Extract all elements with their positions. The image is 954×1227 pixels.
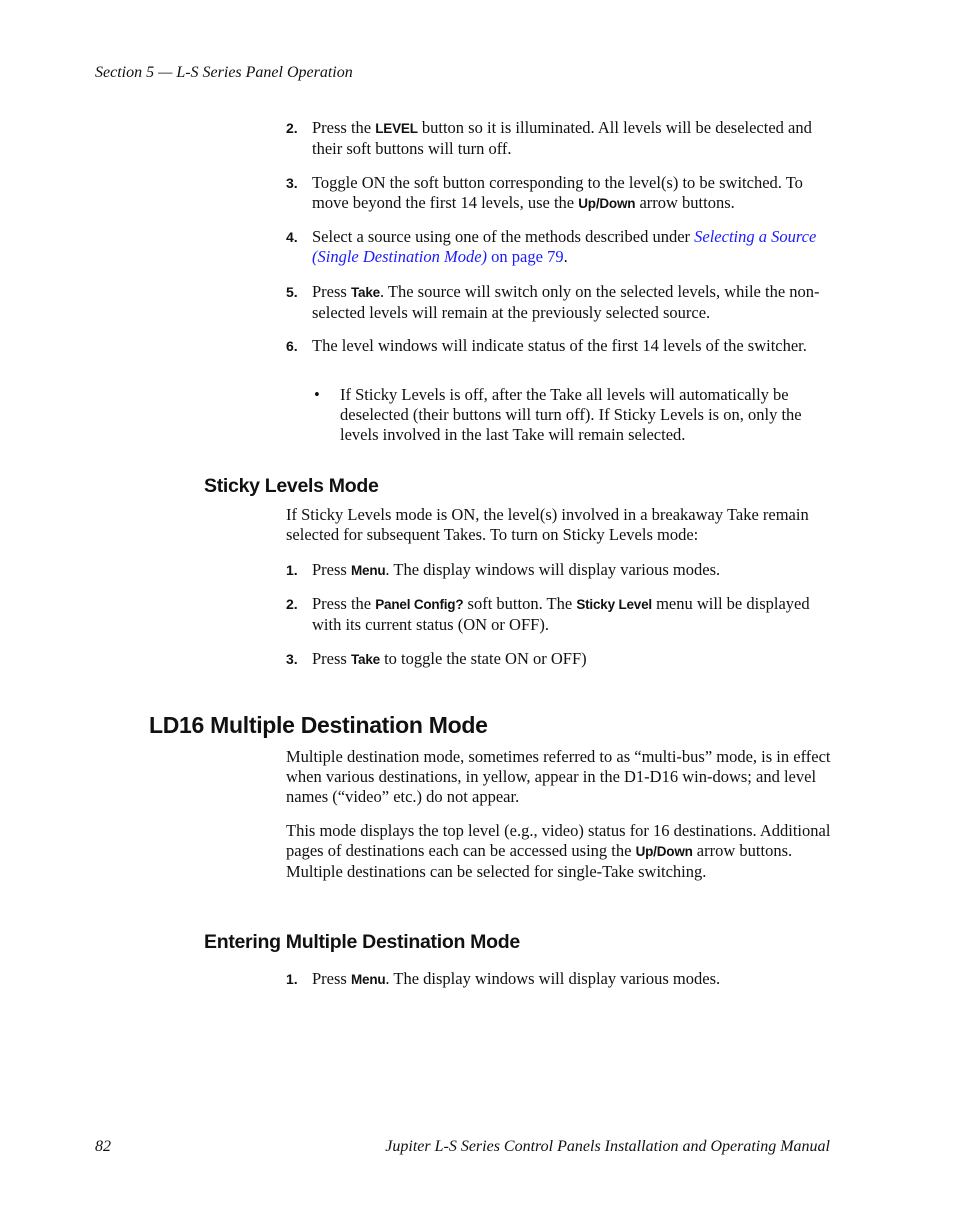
ui-label-menu: Menu	[350, 563, 386, 578]
text: .	[563, 247, 568, 266]
ui-label-level: LEVEL	[375, 121, 418, 136]
text: arrow buttons.	[635, 193, 735, 212]
ui-label-menu: Menu	[350, 972, 386, 987]
bullet-icon: •	[314, 385, 320, 404]
section-heading-entering: Entering Multiple Destination Mode	[204, 931, 520, 953]
text: Select a source using one of the methods described under	[312, 227, 695, 246]
step-text	[312, 594, 832, 635]
step-text	[312, 969, 832, 990]
step-text	[312, 282, 832, 323]
step-number: 6.	[286, 338, 298, 354]
text: Press the	[312, 118, 376, 137]
paragraph: Multiple destination mode, sometimes referred to as “multi-bus” mode, is in effect when various destinations, in yellow, appear in the D1-D16 win-dows; and level names (“video” etc.) do not appear.	[286, 747, 831, 806]
cross-reference-link[interactable]: Selecting a Source (Single Destination Mode)	[312, 227, 817, 266]
step-number: 1.	[286, 562, 298, 578]
running-header: Section 5 — L-S Series Panel Operation	[95, 64, 353, 81]
text: Press	[312, 282, 351, 301]
text: to toggle the state ON or OFF)	[379, 649, 587, 668]
ui-label-sticky-level: Sticky Level	[576, 597, 652, 612]
ui-label-take: Take	[350, 285, 380, 300]
section-heading-ld16: LD16 Multiple Destination Mode	[149, 712, 488, 738]
section-heading-sticky-levels: Sticky Levels Mode	[204, 475, 379, 497]
step-number: 2.	[286, 596, 298, 612]
step-number: 1.	[286, 971, 298, 987]
text: . The source will switch only on the selected levels, while the non-selected levels will remain at the previously selected source.	[312, 282, 820, 322]
step-text	[312, 173, 832, 214]
ui-label-up-down: Up/Down	[635, 844, 693, 859]
step-text	[312, 649, 832, 670]
text: Toggle ON the soft button corresponding to the level(s) to be switched. To move beyond the first 14 levels, use the	[312, 173, 803, 212]
ui-label-panel-config: Panel Config?	[375, 597, 464, 612]
ui-label-up-down: Up/Down	[578, 196, 636, 211]
step-text	[312, 560, 832, 581]
ui-label-take: Take	[350, 652, 380, 667]
page-number: 82	[95, 1138, 111, 1155]
text: arrow buttons. Multiple destinations can be selected for single-Take switching.	[286, 841, 793, 881]
step-text	[312, 118, 832, 159]
text: menu will be displayed with its current status (ON or OFF).	[312, 594, 810, 634]
step-number: 5.	[286, 284, 298, 300]
text: Press the	[312, 594, 376, 613]
text: button so it is illuminated. All levels will be deselected and their soft buttons will turn off.	[312, 118, 812, 158]
paragraph	[286, 821, 834, 882]
step-number: 3.	[286, 651, 298, 667]
text: This mode displays the top level (e.g., video) status for 16 destinations. Additional pages of destinations each can be accessed using the	[286, 821, 831, 860]
page-reference-link[interactable]: on page 79	[487, 247, 564, 266]
text: . The display windows will display various modes.	[385, 969, 721, 988]
text: Press	[312, 969, 351, 988]
step-text: The level windows will indicate status of the first 14 levels of the switcher.	[312, 336, 807, 355]
step-number: 2.	[286, 120, 298, 136]
text: soft button. The	[463, 594, 577, 613]
text: Press	[312, 649, 351, 668]
text: . The display windows will display various modes.	[385, 560, 721, 579]
paragraph: If Sticky Levels mode is ON, the level(s) involved in a breakaway Take remain selected for subsequent Takes. To turn on Sticky Levels mode:	[286, 505, 809, 544]
step-number: 4.	[286, 229, 298, 245]
running-footer: Jupiter L-S Series Control Panels Installation and Operating Manual	[385, 1138, 830, 1155]
text: Press	[312, 560, 351, 579]
step-number: 3.	[286, 175, 298, 191]
step-text	[312, 227, 832, 267]
bullet-text: If Sticky Levels is off, after the Take all levels will automatically be deselected (their buttons will turn off). If Sticky Levels is on, only the levels involved in the last Take will remain selected.	[340, 385, 802, 444]
